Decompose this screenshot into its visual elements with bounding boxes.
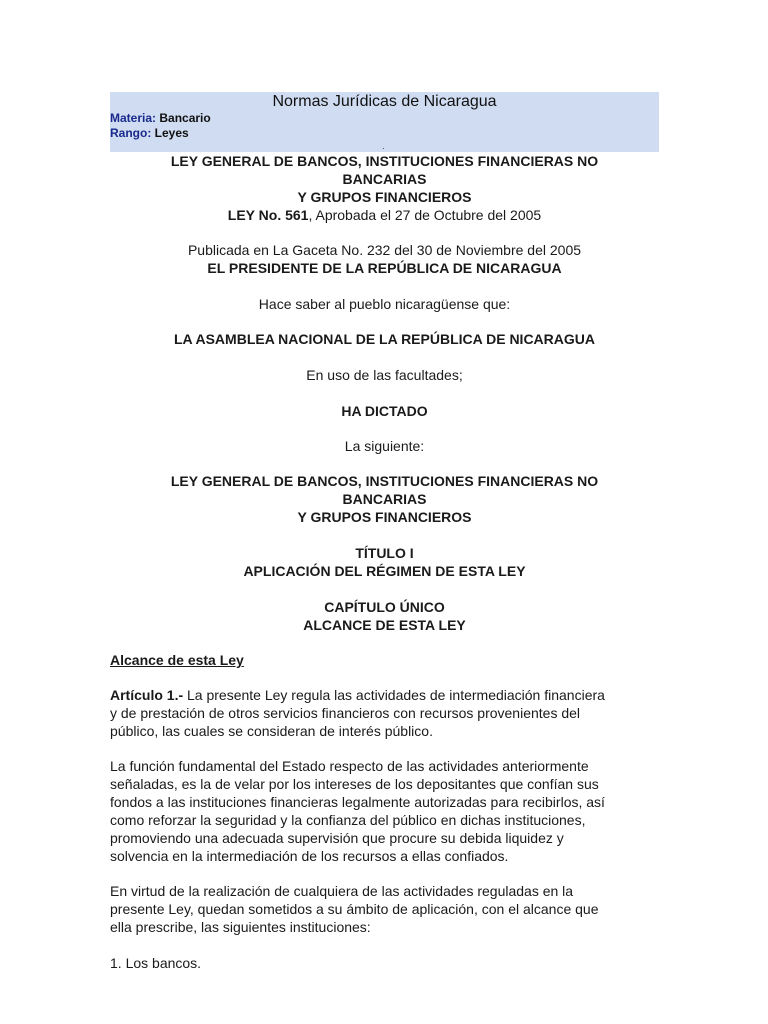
paragraph-2-line-6: solvencia en la intermediación de los recursos a ellas confiados. (110, 848, 509, 864)
paragraph-2-line-1: La función fundamental del Estado respecto de las actividades anteriormente (110, 758, 589, 774)
la-siguiente-line: La siguiente: (344, 438, 425, 454)
article-1-text-1: La presente Ley regula las actividades de intermediación financiera (183, 687, 605, 703)
section-heading: Alcance de esta Ley (110, 652, 244, 668)
law-title-2-line-2: BANCARIAS (342, 491, 427, 507)
capitulo-name: ALCANCE DE ESTA LEY (303, 617, 466, 633)
capitulo-block (110, 598, 659, 634)
law-title-block (110, 152, 659, 206)
materia-label: Materia: (110, 111, 157, 125)
rango-value: Leyes (154, 126, 189, 140)
paragraph-2-line-2: señaladas, es la de velar por los intereses de los depositantes que confían sus (110, 776, 599, 792)
law-title-line-3: Y GRUPOS FINANCIEROS (297, 189, 472, 205)
titulo-name: APLICACIÓN DEL RÉGIMEN DE ESTA LEY (243, 563, 526, 579)
paragraph-2-line-4: como reforzar la seguridad y la confianza del público en dichas instituciones, (110, 812, 586, 828)
law-number: LEY No. 561 (227, 207, 309, 223)
article-1-line-2: y de prestación de otros servicios financieros con recursos provenientes del (110, 705, 581, 721)
law-number-line (110, 206, 659, 224)
ha-dictado-heading: HA DICTADO (341, 403, 428, 419)
paragraph-2-line-5: promoviendo una adecuada supervisión que procure su debida liquidez y (110, 830, 564, 846)
presidente-heading: EL PRESIDENTE DE LA REPÚBLICA DE NICARAGUA (207, 260, 562, 276)
en-uso-line: En uso de las facultades; (306, 367, 463, 383)
article-1-line-3: público, las cuales se consideran de interés público. (110, 723, 433, 739)
publication-line: Publicada en La Gaceta No. 232 del 30 de Noviembre del 2005 (187, 242, 582, 258)
paragraph-3 (110, 882, 665, 936)
article-1-line-1 (110, 686, 665, 704)
header-dot: . (382, 141, 385, 152)
law-approval-date: , Aprobada el 27 de Octubre del 2005 (308, 207, 542, 223)
rango-label: Rango: (110, 126, 152, 140)
paragraph-3-line-2: presente Ley, quedan sometidos a su ámbito de aplicación, con el alcance que (110, 901, 599, 917)
materia-line (110, 111, 211, 125)
list-item: 1. Los bancos. (110, 955, 202, 971)
paragraph-2-line-3: fondos a las instituciones financieras legalmente autorizadas para recibirlos, así (110, 794, 605, 810)
capitulo-number: CAPÍTULO ÚNICO (324, 599, 445, 615)
hace-saber-line: Hace saber al pueblo nicaragüense que: (258, 296, 511, 312)
law-title-block-2 (110, 472, 659, 526)
materia-value: Bancario (159, 111, 211, 125)
titulo-block (110, 544, 659, 580)
rango-line (110, 126, 189, 140)
law-title-line-2: BANCARIAS (342, 171, 427, 187)
law-title-2-line-3: Y GRUPOS FINANCIEROS (297, 509, 472, 525)
article-1-label: Artículo 1.- (110, 687, 184, 703)
paragraph-3-line-3: ella prescribe, las siguientes instituciones: (110, 919, 371, 935)
law-title-2-line-1: LEY GENERAL DE BANCOS, INSTITUCIONES FINANCIERAS NO (170, 473, 599, 489)
asamblea-heading: LA ASAMBLEA NACIONAL DE LA REPÚBLICA DE NICARAGUA (173, 331, 596, 347)
paragraph-3-line-1: En virtud de la realización de cualquiera de las actividades reguladas en la (110, 883, 574, 899)
paragraph-2 (110, 757, 665, 865)
titulo-number: TÍTULO I (355, 545, 414, 561)
law-title-line-1: LEY GENERAL DE BANCOS, INSTITUCIONES FINANCIERAS NO (170, 153, 599, 169)
document-header-box (110, 92, 659, 152)
document-source-title: Normas Jurídicas de Nicaragua (272, 93, 497, 110)
article-1-paragraph (110, 686, 665, 740)
